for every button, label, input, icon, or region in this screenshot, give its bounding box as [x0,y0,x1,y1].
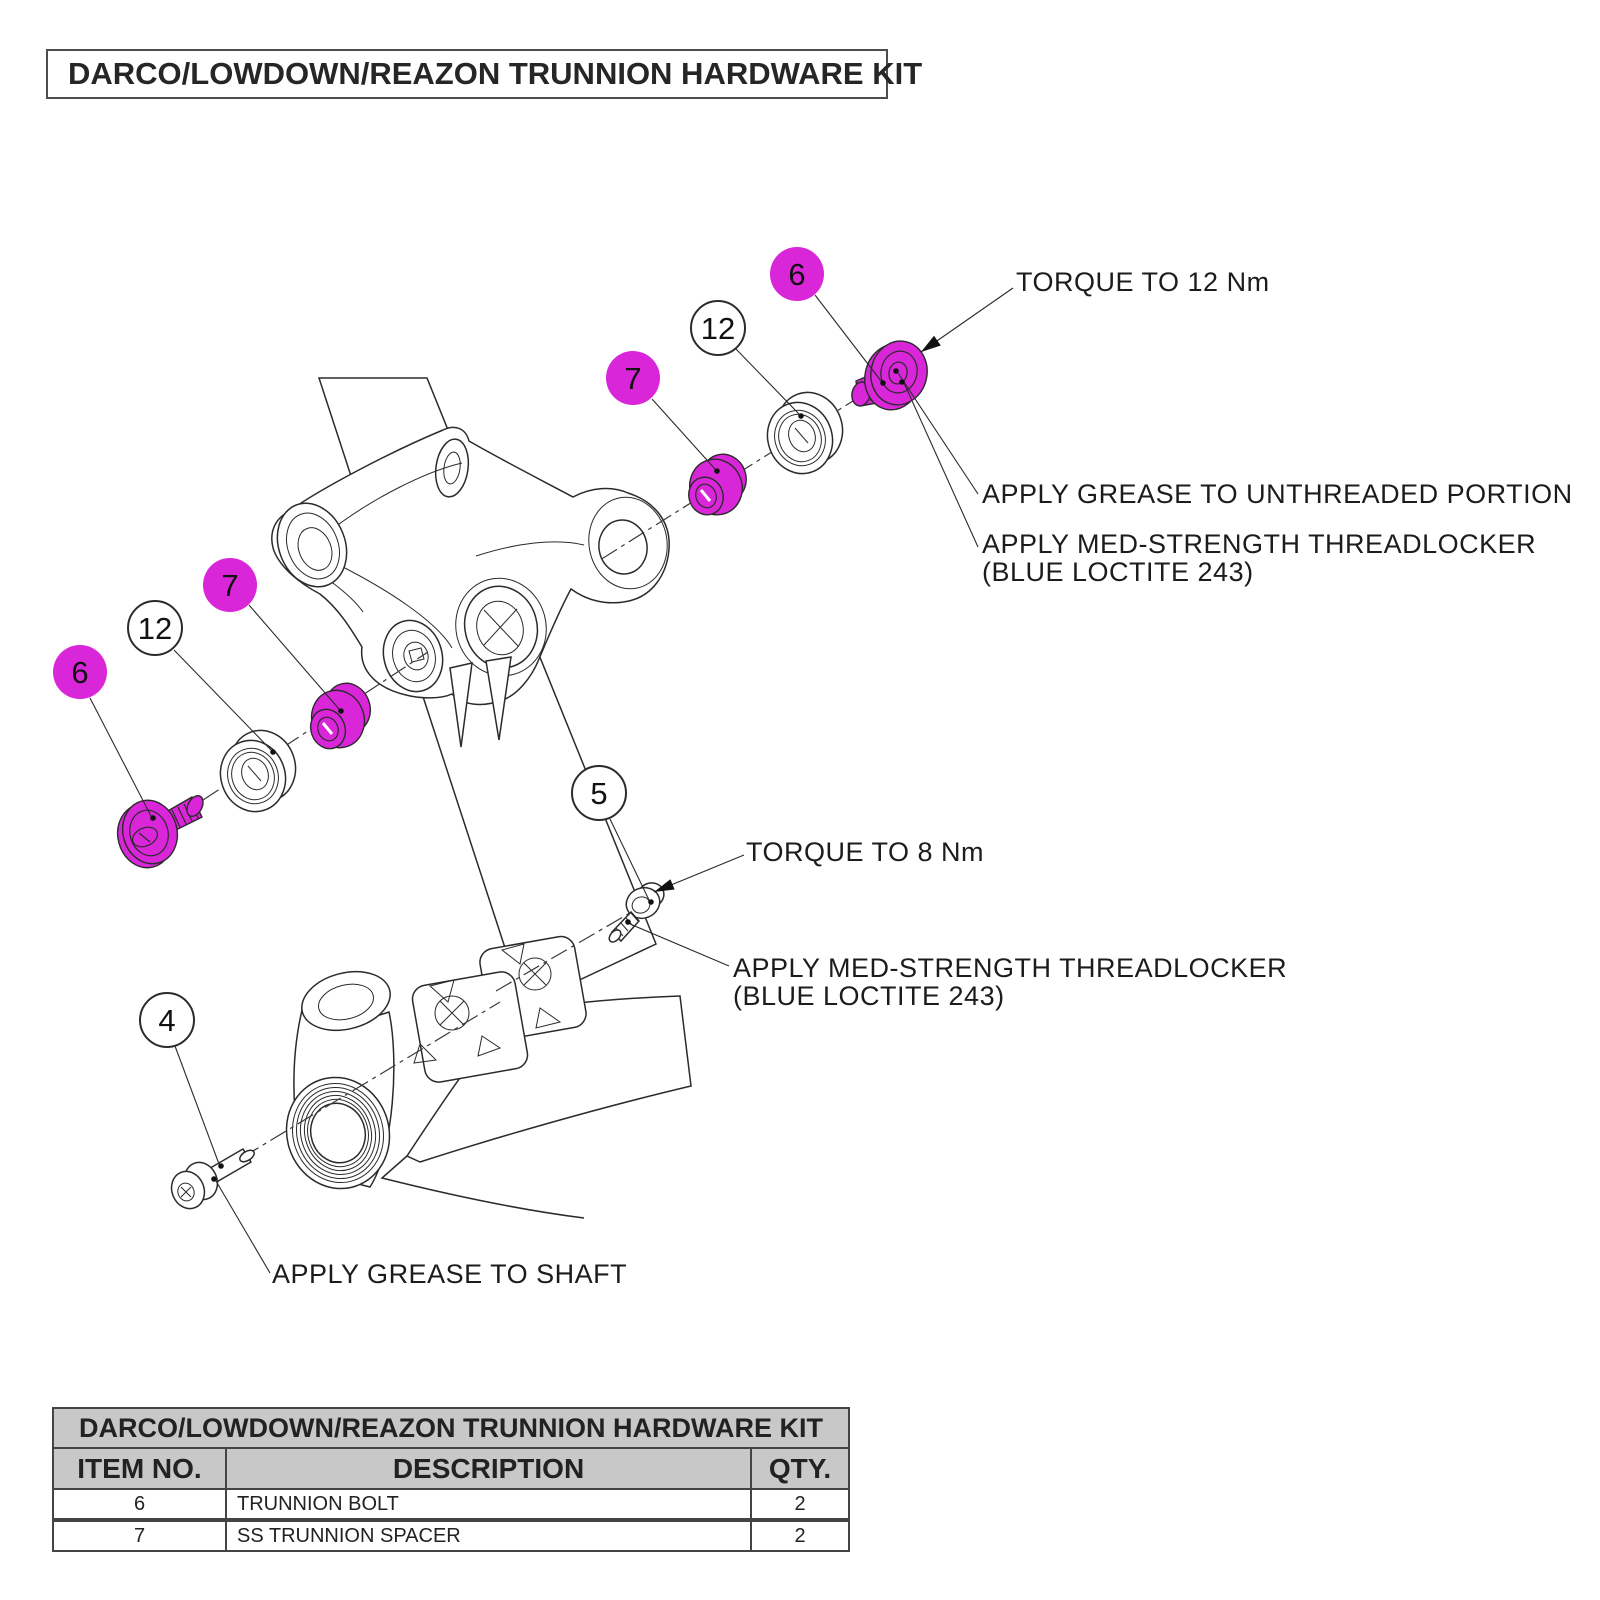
balloon-7-top [606,351,660,405]
bearing-top [758,383,853,483]
balloon-4 [140,993,194,1047]
bom-col-description: DESCRIPTION [227,1449,752,1488]
trunnion-bolt-top [850,336,933,415]
annotation-grease-shaft: APPLY GREASE TO SHAFT [272,1259,628,1289]
bom-row-trunnion-bolt [54,1490,848,1520]
balloon-5 [572,766,626,820]
bom-col-qty: QTY. [768,1452,832,1484]
bom-description: TRUNNION BOLT [227,1490,752,1518]
trunnion-spacer-left [304,677,378,755]
balloon-6-left [53,645,107,699]
lower-frame-lug [272,963,404,1202]
bom-table [52,1407,850,1552]
annotation-torque-12: TORQUE TO 12 Nm [1016,267,1270,297]
svg-text:12: 12 [137,611,173,646]
bom-description: SS TRUNNION SPACER [227,1522,752,1550]
balloon-7-left [203,558,257,612]
trunnion-bolt-left [111,793,207,874]
annotation-threadlocker-mid-line2: (BLUE LOCTITE 243) [733,981,1005,1011]
balloon-6-top [770,247,824,301]
balloon-12-left [128,601,182,655]
annotation-threadlocker-top-line1: APPLY MED-STRENGTH THREADLOCKER [982,529,1537,559]
annotation-grease-unthreaded: APPLY GREASE TO UNTHREADED PORTION [982,479,1573,509]
bom-item-no: 7 [54,1522,227,1550]
bom-table-header [54,1449,848,1490]
svg-text:12: 12 [700,311,736,346]
balloon-12-top [691,301,745,355]
drawing-title: DARCO/LOWDOWN/REAZON TRUNNION HARDWARE KIT [46,49,888,99]
pivot-bolt [166,1148,256,1214]
bom-table-title: DARCO/LOWDOWN/REAZON TRUNNION HARDWARE KIT [54,1409,848,1449]
bom-item-no: 6 [54,1490,227,1518]
svg-text:6: 6 [71,655,89,690]
bom-col-item-no: ITEM NO. [54,1449,227,1488]
svg-text:5: 5 [590,776,608,811]
svg-text:7: 7 [624,361,642,396]
bom-qty: 2 [794,1524,806,1547]
svg-text:4: 4 [158,1003,176,1038]
svg-text:6: 6 [788,257,806,292]
annotation-torque-8: TORQUE TO 8 Nm [746,837,985,867]
arrowhead-torque-12 [921,336,941,352]
bom-row-trunnion-spacer [54,1520,848,1550]
annotation-threadlocker-mid-line1: APPLY MED-STRENGTH THREADLOCKER [733,953,1288,983]
svg-text:7: 7 [221,568,239,603]
annotation-threadlocker-top-line2: (BLUE LOCTITE 243) [982,557,1254,587]
bom-qty: 2 [794,1492,806,1515]
trunnion-spacer-top [682,448,753,522]
